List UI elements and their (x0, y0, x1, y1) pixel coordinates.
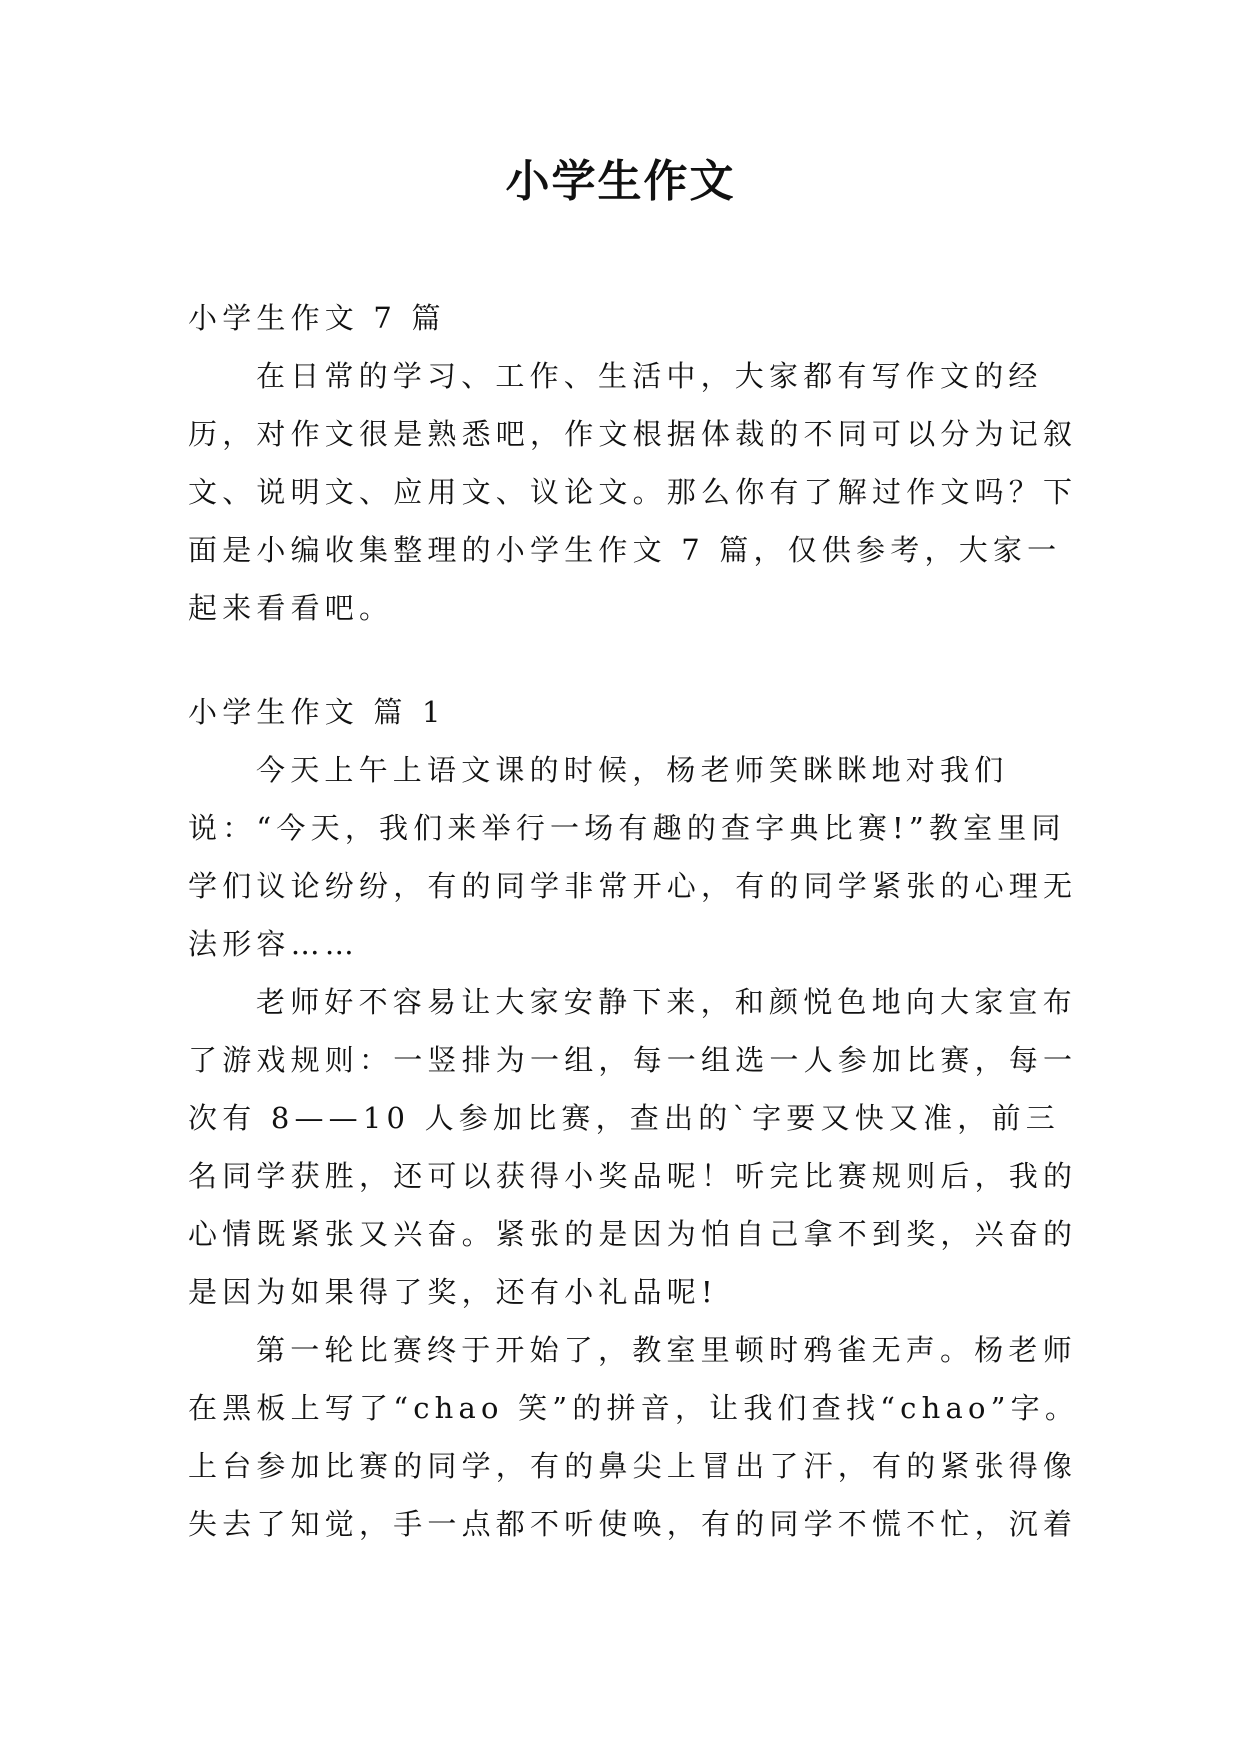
essay-section-1 (188, 683, 1083, 1553)
section-1-heading: 小学生作文 篇 1 (188, 695, 446, 729)
intro-section (188, 289, 1083, 637)
section-1-paragraph: 今天上午上语文课的时候，杨老师笑眯眯地对我们说：“今天，我们来举行一场有趣的查字典比赛!”教室里同学们议论纷纷，有的同学非常开心，有的同学紧张的心理无法形容…… (188, 753, 1078, 961)
intro-paragraph: 在日常的学习、工作、生活中，大家都有写作文的经历，对作文很是熟悉吧，作文根据体裁的不同可以分为记叙文、说明文、应用文、议论文。那么你有了解过作文吗？下面是小编收集整理的小学生作文 7 篇，仅供参考，大家一起来看看吧。 (188, 359, 1078, 625)
section-1-paragraph: 第一轮比赛终于开始了，教室里顿时鸦雀无声。杨老师在黑板上写了“chao 笑”的拼音，让我们查找“chao”字。上台参加比赛的同学，有的鼻尖上冒出了汗，有的紧张得像失去了知觉，手一点都不听使唤，有的同学不慌不忙，沉着 (188, 1333, 1080, 1541)
intro-heading: 小学生作文 7 篇 (188, 301, 446, 335)
document-title: 小学生作文 (505, 156, 736, 207)
section-1-paragraph: 老师好不容易让大家安静下来，和颜悦色地向大家宣布了游戏规则：一竖排为一组，每一组选一人参加比赛，每一次有 8——10 人参加比赛，查出的`字要又快又准，前三名同学获胜，还可以获得小奖品呢！听完比赛规则后，我的心情既紧张又兴奋。紧张的是因为怕自己拿不到奖，兴奋的是因为如果得了奖，还有小礼品呢! (188, 985, 1078, 1309)
